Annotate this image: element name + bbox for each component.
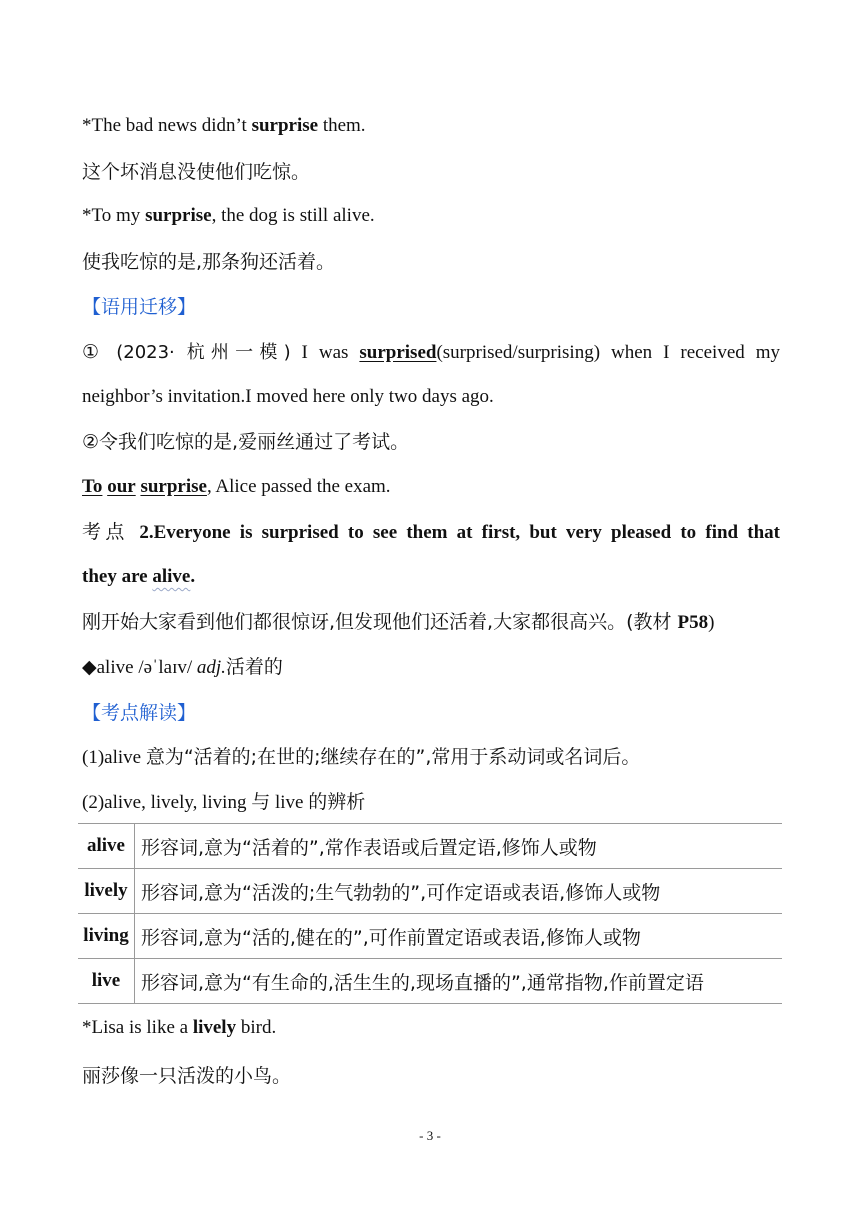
textbook-source: (教材 <box>626 611 678 633</box>
question-2-prompt <box>82 429 780 455</box>
textbook-page: P58 <box>677 612 709 633</box>
table-row <box>78 869 782 914</box>
point-lead: (2)alive, lively, living <box>82 792 252 813</box>
practice-heading: 【语用迁移】 <box>82 296 197 318</box>
key-point-word: alive <box>152 566 191 587</box>
example-text: bird. <box>236 1017 277 1038</box>
question-text: (surprised/surprising) when I received my <box>436 342 780 363</box>
question-text: I was <box>290 342 360 363</box>
table-term: alive <box>78 824 135 869</box>
answer-text: surprised <box>359 342 437 363</box>
key-point-2-line-1 <box>82 519 780 546</box>
table-description: 形容词,意为“活着的”,常作表语或后置定语,修饰人或物 <box>135 824 783 869</box>
example-translation-1: 这个坏消息没使他们吃惊。 <box>82 161 311 183</box>
key-point-translation <box>82 609 780 636</box>
answer-word: To <box>82 476 103 497</box>
comparison-table <box>78 823 782 1004</box>
example-text: *The bad news didn’t <box>82 115 252 136</box>
page-number: - 3 - <box>419 1128 441 1143</box>
point-text: 与 <box>251 791 271 813</box>
question-text: 令我们吃惊的是,爱丽丝通过了考试。 <box>99 431 410 453</box>
table-description: 形容词,意为“活的,健在的”,可作前置定语或表语,修饰人或物 <box>135 914 783 959</box>
entry-phonetic: /əˈlaɪv/ <box>133 657 197 678</box>
entry-part-of-speech: adj. <box>196 657 226 678</box>
table-description: 形容词,意为“有生命的,活生生的,现场直播的”,通常指物,作前置定语 <box>135 959 783 1004</box>
question-1-line-1 <box>82 339 780 366</box>
key-point-sentence: they are <box>82 566 153 587</box>
example-sentence-3 <box>82 1015 780 1041</box>
point-lead: (1)alive <box>82 747 146 768</box>
example-sentence-2 <box>82 203 780 229</box>
point-text: 意为“活着的;在世的;继续存在的”,常用于系动词或名词后。 <box>145 746 641 768</box>
entry-meaning: 活着的 <box>225 656 283 678</box>
question-number: ① <box>82 341 106 363</box>
point-lead: live <box>270 792 309 813</box>
translation-text: 刚开始大家看到他们都很惊讶,但发现他们还活着,大家都很高兴。 <box>82 611 627 633</box>
explain-heading: 【考点解读】 <box>82 702 197 724</box>
example-text: *Lisa is like a <box>82 1017 193 1038</box>
diamond-bullet-icon: ◆ <box>82 656 97 678</box>
explanation-point-2 <box>82 789 780 816</box>
table-row <box>78 824 782 869</box>
answer-word: our <box>107 476 136 497</box>
table-term: live <box>78 959 135 1004</box>
keyword: surprise <box>251 115 319 136</box>
vocab-entry <box>82 654 780 681</box>
question-2-answer <box>82 474 780 500</box>
keyword: lively <box>192 1017 237 1038</box>
point-text: 的辨析 <box>308 791 366 813</box>
entry-word: alive <box>96 657 134 678</box>
textbook-source: ) <box>708 612 715 633</box>
example-text: , the dog is still alive. <box>211 205 375 226</box>
answer-rest: , Alice passed the exam. <box>206 476 391 497</box>
question-source: (2023· 杭州一模) <box>116 342 291 363</box>
table-description: 形容词,意为“活泼的;生气勃勃的”,可作定语或表语,修饰人或物 <box>135 869 783 914</box>
key-point-sentence: . <box>190 566 196 587</box>
explanation-point-1 <box>82 744 780 771</box>
example-text: *To my <box>82 205 146 226</box>
table-term: living <box>78 914 135 959</box>
example-sentence-1 <box>82 113 780 139</box>
key-point-sentence: 2.Everyone is surprised to see them at first, but very pleased to find that <box>139 522 780 543</box>
question-1-line-2: neighbor’s invitation.I moved here only two days ago. <box>82 386 494 407</box>
example-translation-3: 丽莎像一只活泼的小鸟。 <box>82 1065 292 1087</box>
table-row <box>78 959 782 1004</box>
question-number: ② <box>82 431 100 453</box>
key-point-2-line-2 <box>82 564 780 590</box>
key-point-label: 考点 <box>82 521 140 543</box>
example-translation-2: 使我吃惊的是,那条狗还活着。 <box>82 251 336 273</box>
keyword: surprise <box>145 205 212 226</box>
answer-word: surprise <box>140 476 207 497</box>
table-row <box>78 914 782 959</box>
table-term: lively <box>78 869 135 914</box>
example-text: them. <box>318 115 366 136</box>
